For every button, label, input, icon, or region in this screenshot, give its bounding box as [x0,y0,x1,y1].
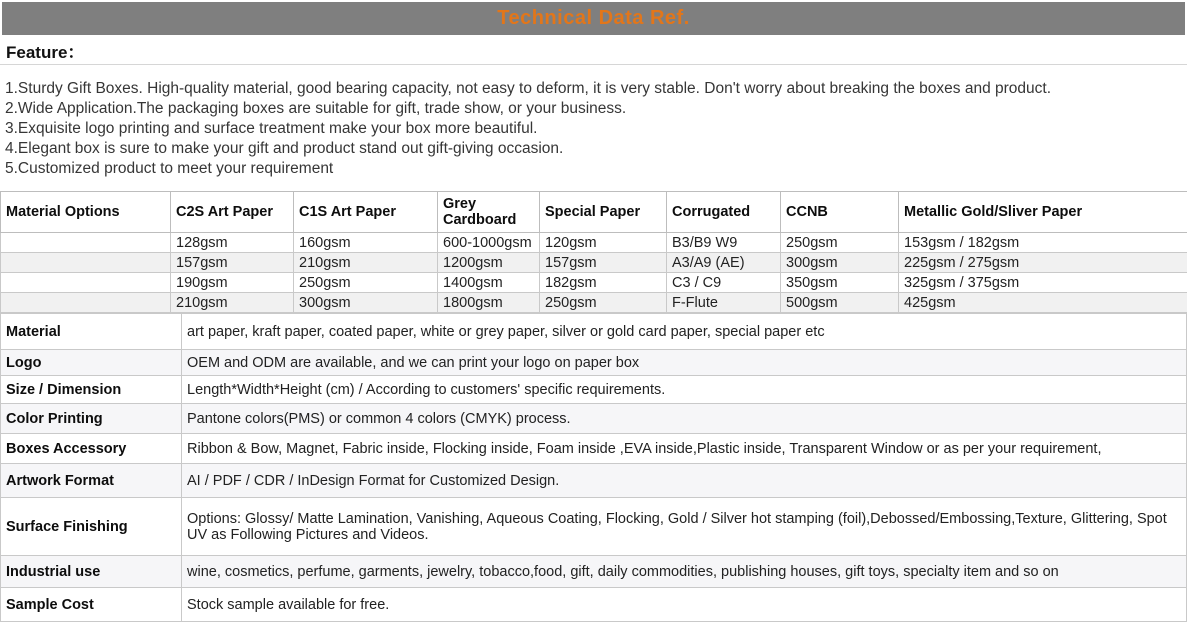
page-title: Technical Data Ref. [497,7,690,30]
details-table [0,313,1187,622]
spec-table-cell: 250gsm [294,273,438,293]
details-row-value: Ribbon & Bow, Magnet, Fabric inside, Flocking inside, Foam inside ,EVA inside,Plastic inside, Transparent Window or as per your requirement, [182,434,1187,464]
spec-column-header: Special Paper [540,192,667,233]
feature-item: 4.Elegant box is sure to make your gift and product stand out gift-giving occasion. [5,139,1187,159]
details-row-label: Surface Finishing [1,498,182,556]
details-row [1,376,1187,404]
spec-column-header: CCNB [781,192,899,233]
details-row-value: Length*Width*Height (cm) / According to customers' specific requirements. [182,376,1187,404]
spec-table-cell: 1400gsm [438,273,540,293]
details-row [1,556,1187,588]
feature-item: 5.Customized product to meet your requirement [5,159,1187,179]
spec-column-header: Grey Cardboard [438,192,540,233]
details-row [1,588,1187,622]
details-row-label: Color Printing [1,404,182,434]
details-row [1,498,1187,556]
details-row-label: Logo [1,350,182,376]
spec-table-cell: 1800gsm [438,293,540,313]
spec-table-cell: 325gsm / 375gsm [899,273,1187,293]
details-row-label: Sample Cost [1,588,182,622]
spec-column-header: Corrugated [667,192,781,233]
spec-table-cell: B3/B9 W9 [667,233,781,253]
details-row [1,350,1187,376]
spec-table-cell: 300gsm [781,253,899,273]
spec-table-cell: 425gsm [899,293,1187,313]
spec-table-cell: F-Flute [667,293,781,313]
spec-table-cell: 182gsm [540,273,667,293]
details-row-value: Options: Glossy/ Matte Lamination, Vanishing, Aqueous Coating, Flocking, Gold / Silver hot stamping (foil),Debossed/Embossing,Texture, Glittering, Spot UV as Following Pictures and Videos. [182,498,1187,556]
spec-table-cell: 157gsm [171,253,294,273]
spec-table-cell [1,293,171,313]
spec-table-body [1,233,1187,313]
feature-item: 1.Sturdy Gift Boxes. High-quality material, good bearing capacity, not easy to deform, it is very stable. Don't worry about breaking the boxes and product. [5,79,1187,99]
details-row-value: OEM and ODM are available, and we can print your logo on paper box [182,350,1187,376]
feature-list [0,65,1187,179]
spec-table-cell: 210gsm [294,253,438,273]
feature-heading: Feature： [6,38,84,63]
details-row-value: wine, cosmetics, perfume, garments, jewelry, tobacco,food, gift, daily commodities, publishing houses, gift toys, specialty item and so on [182,556,1187,588]
details-row-label: Artwork Format [1,464,182,498]
details-row-value: Pantone colors(PMS) or common 4 colors (CMYK) process. [182,404,1187,434]
title-bar [2,2,1185,35]
details-row-label: Industrial use [1,556,182,588]
spec-table-cell: A3/A9 (AE) [667,253,781,273]
spec-table-row [1,253,1187,273]
details-row [1,434,1187,464]
spec-table-cell: 210gsm [171,293,294,313]
spec-table-row [1,233,1187,253]
spec-table-cell: 128gsm [171,233,294,253]
details-row [1,404,1187,434]
spec-table-cell: 225gsm / 275gsm [899,253,1187,273]
spec-column-header: C2S Art Paper [171,192,294,233]
spec-table-cell: 157gsm [540,253,667,273]
spec-table-cell [1,273,171,293]
material-options-table [0,191,1187,313]
feature-item: 3.Exquisite logo printing and surface treatment make your box more beautiful. [5,119,1187,139]
details-table-body [1,314,1187,622]
spec-table-cell: 190gsm [171,273,294,293]
spec-table-cell: 600-1000gsm [438,233,540,253]
spec-table-cell: 160gsm [294,233,438,253]
spec-table-row [1,293,1187,313]
details-row-value: Stock sample available for free. [182,588,1187,622]
details-row-label: Material [1,314,182,350]
spec-table-cell: C3 / C9 [667,273,781,293]
spec-table-cell: 300gsm [294,293,438,313]
spec-header-row [1,192,1187,233]
details-row-value: AI / PDF / CDR / InDesign Format for Customized Design. [182,464,1187,498]
spec-table-cell: 1200gsm [438,253,540,273]
spec-table-cell: 120gsm [540,233,667,253]
details-row-label: Boxes Accessory [1,434,182,464]
details-row [1,314,1187,350]
feature-heading-row [0,37,1187,65]
spec-table-row [1,273,1187,293]
spec-table-cell: 350gsm [781,273,899,293]
spec-table-cell [1,253,171,273]
spec-table-cell [1,233,171,253]
spec-column-header: Metallic Gold/Sliver Paper [899,192,1187,233]
spec-table-cell: 153gsm / 182gsm [899,233,1187,253]
spec-column-header: C1S Art Paper [294,192,438,233]
details-row [1,464,1187,498]
spec-table-cell: 250gsm [540,293,667,313]
details-row-label: Size / Dimension [1,376,182,404]
feature-item: 2.Wide Application.The packaging boxes are suitable for gift, trade show, or your business. [5,99,1187,119]
spec-column-header: Material Options [1,192,171,233]
details-row-value: art paper, kraft paper, coated paper, white or grey paper, silver or gold card paper, special paper etc [182,314,1187,350]
spec-table-cell: 250gsm [781,233,899,253]
spec-table-cell: 500gsm [781,293,899,313]
